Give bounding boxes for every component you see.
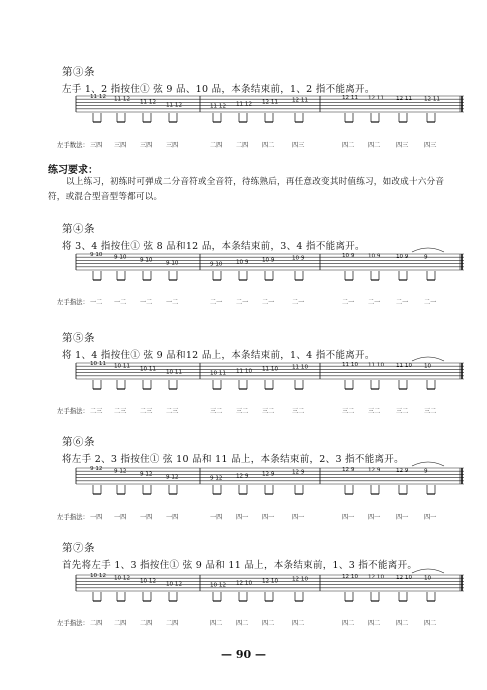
finger-item: 三四 — [140, 142, 153, 149]
finger-item: 二四 — [236, 142, 249, 149]
page-number: — 90 — — [221, 648, 266, 661]
finger-item: 二一 — [210, 299, 223, 306]
tab-fret-number: 12 10 — [396, 575, 413, 582]
tab-fret-number: 12 9 — [262, 471, 275, 478]
finger-item: 一四 — [140, 514, 153, 521]
finger-item: 四一 — [262, 514, 275, 521]
tab-fret-number: 11 12 — [236, 101, 253, 108]
exercise-6-finger-label: 左手指法： — [57, 513, 89, 521]
exercise-4-title: 第④条 — [62, 223, 95, 235]
finger-item: 四三 — [292, 142, 305, 149]
tab-fret-number: 10 9 — [396, 254, 409, 261]
finger-item: 三二 — [424, 408, 437, 415]
finger-item: 三二 — [210, 408, 223, 415]
finger-item: 三二 — [236, 408, 249, 415]
tie-arc — [412, 248, 444, 252]
tab-fret-number: 10 9 — [292, 255, 305, 262]
exercise-4-tablature — [76, 252, 464, 286]
tie-arc — [412, 462, 444, 466]
finger-item: 四一 — [368, 514, 381, 521]
tab-fret-number: 10 — [424, 363, 432, 370]
exercise-6-tablature — [76, 466, 464, 500]
finger-item: 四三 — [424, 142, 437, 149]
tab-fret-number: 9 12 — [210, 475, 223, 482]
finger-item: 一二 — [166, 299, 179, 306]
exercise-7-finger-label: 左手指法： — [57, 619, 89, 627]
tab-fret-number: 11 10 — [292, 364, 309, 371]
finger-item: 四二 — [368, 142, 381, 149]
tab-fret-number: 12 11 — [396, 96, 413, 103]
finger-item: 四二 — [210, 620, 223, 627]
tab-fret-number: 10 11 — [140, 366, 157, 373]
exercise-4-description: 将 3、4 指按住① 弦 8 品和12 品，本条结束前，3、4 指不能离开。 — [62, 241, 365, 252]
tab-fret-number: 10 12 — [114, 575, 131, 582]
finger-item: 四二 — [262, 620, 275, 627]
exercise-6-description: 将左手 2、3 指按住① 弦 10 品和 11 品上，本条结束前，2、3 指不能离开。 — [62, 454, 404, 465]
tab-fret-number: 12 11 — [368, 95, 385, 102]
exercise-7-tablature — [76, 573, 464, 607]
finger-item: 三二 — [342, 408, 355, 415]
tab-fret-number: 12 9 — [396, 468, 409, 475]
finger-item: 四二 — [368, 620, 381, 627]
tab-fret-number: 12 11 — [342, 94, 359, 101]
finger-item: 二一 — [368, 299, 381, 306]
tab-fret-number: 10 — [424, 575, 432, 582]
finger-item: 四二 — [342, 620, 355, 627]
exercise-6-title: 第⑥条 — [62, 436, 95, 448]
tab-fret-number: 10 12 — [140, 578, 157, 585]
exercise-3-tablature — [76, 94, 464, 128]
tab-fret-number: 12 11 — [262, 99, 279, 106]
finger-item: 四二 — [292, 620, 305, 627]
finger-item: 二三 — [90, 408, 103, 415]
finger-item: 四二 — [424, 620, 437, 627]
tab-fret-number: 12 9 — [342, 466, 355, 473]
tab-fret-number: 9 12 — [114, 468, 127, 475]
exercise-5-tablature — [76, 361, 464, 395]
tab-fret-number: 10 11 — [210, 370, 227, 377]
finger-item: 二四 — [166, 620, 179, 627]
tab-fret-number: 10 9 — [342, 252, 355, 259]
finger-item: 四二 — [236, 620, 249, 627]
finger-item: 四一 — [396, 514, 409, 521]
exercise-7-title: 第⑦条 — [62, 542, 95, 554]
tab-fret-number: 9 12 — [140, 471, 153, 478]
tab-fret-number: 9 12 — [166, 474, 179, 481]
exercise-5-finger-label: 左手指法： — [57, 407, 89, 415]
tab-fret-number: 12 10 — [292, 576, 309, 583]
finger-item: 三二 — [368, 408, 381, 415]
finger-item: 四一 — [342, 514, 355, 521]
tab-fret-number: 12 10 — [342, 573, 359, 580]
tab-fret-number: 11 10 — [342, 361, 359, 368]
finger-item: 四一 — [236, 514, 249, 521]
finger-item: 四一 — [424, 514, 437, 521]
tab-fret-number: 10 9 — [262, 257, 275, 264]
finger-item: 一二 — [140, 299, 153, 306]
tab-fret-number: 9 10 — [210, 261, 223, 268]
finger-item: 二四 — [210, 142, 223, 149]
finger-item: 二三 — [114, 408, 127, 415]
tab-fret-number: 11 12 — [210, 103, 227, 110]
tab-fret-number: 11 10 — [368, 362, 385, 369]
tab-fret-number: 12 10 — [262, 578, 279, 585]
tab-fret-number: 9 — [424, 468, 428, 475]
finger-item: 四三 — [396, 142, 409, 149]
tab-fret-number: 12 9 — [292, 469, 305, 476]
finger-item: 二三 — [166, 408, 179, 415]
tab-fret-number: 12 11 — [424, 96, 441, 103]
tab-fret-number: 12 9 — [236, 473, 249, 480]
tab-fret-number: 9 10 — [114, 254, 127, 261]
finger-item: 三四 — [114, 142, 127, 149]
tab-fret-number: 10 11 — [114, 363, 131, 370]
finger-item: 四一 — [292, 514, 305, 521]
finger-item: 一二 — [90, 299, 103, 306]
tab-fret-number: 9 12 — [90, 465, 103, 472]
tab-fret-number: 11 12 — [140, 99, 157, 106]
finger-item: 一四 — [114, 514, 127, 521]
finger-item: 三四 — [90, 142, 103, 149]
exercise-3-description: 左手 1、2 指按住① 弦 9 品、10 品，本条结束前，1、2 指不能离开。 — [62, 84, 375, 95]
exercise-5-description: 将 1、4 指按住① 弦 9 品和12 品上，本条结束前，1、4 指不能离开。 — [62, 350, 375, 361]
tab-fret-number: 11 10 — [262, 366, 279, 373]
finger-item: 三二 — [396, 408, 409, 415]
tab-fret-number: 12 11 — [292, 97, 309, 104]
finger-item: 一四 — [166, 514, 179, 521]
finger-item: 二四 — [90, 620, 103, 627]
tab-fret-number: 9 — [424, 254, 428, 261]
finger-item: 二三 — [140, 408, 153, 415]
finger-item: 三二 — [262, 408, 275, 415]
finger-item: 二四 — [140, 620, 153, 627]
finger-item: 二一 — [236, 299, 249, 306]
exercise-3-title: 第③条 — [62, 66, 95, 78]
exercise-4-finger-label: 左手指法： — [57, 298, 89, 306]
tab-fret-number: 10 11 — [166, 369, 183, 376]
tab-fret-number: 9 10 — [166, 260, 179, 267]
tab-fret-number: 10 12 — [210, 582, 227, 589]
finger-item: 一二 — [114, 299, 127, 306]
finger-item: 三二 — [292, 408, 305, 415]
finger-item: 四二 — [342, 142, 355, 149]
finger-item: 四二 — [262, 142, 275, 149]
tab-fret-number: 11 10 — [236, 368, 253, 375]
tab-fret-number: 12 10 — [368, 574, 385, 581]
tie-arc — [412, 357, 444, 361]
finger-item: 三四 — [166, 142, 179, 149]
tab-fret-number: 10 9 — [236, 259, 249, 266]
tab-fret-number: 11 12 — [114, 96, 131, 103]
exercise-3-finger-label: 左手数法： — [57, 141, 89, 149]
tab-fret-number: 10 11 — [90, 360, 107, 367]
finger-item: 四二 — [396, 620, 409, 627]
tab-fret-number: 12 9 — [368, 467, 381, 474]
tab-fret-number: 9 10 — [140, 257, 153, 264]
finger-item: 二一 — [342, 299, 355, 306]
tab-fret-number: 10 12 — [166, 581, 183, 588]
finger-item: 二一 — [424, 299, 437, 306]
finger-item: 一四 — [90, 514, 103, 521]
tab-fret-number: 11 12 — [90, 93, 107, 100]
tab-fret-number: 9 10 — [90, 251, 103, 258]
exercise-5-title: 第⑤条 — [62, 332, 95, 344]
practice-text: 以上练习，初练时可弹成二分音符或全音符，待练熟后，再任意改变其时值练习，如改成十六分音符，或混合型音型等都可以。 — [48, 177, 445, 202]
tab-fret-number: 11 10 — [396, 363, 413, 370]
finger-item: 二四 — [114, 620, 127, 627]
tab-fret-number: 12 10 — [236, 580, 253, 587]
finger-item: 二一 — [262, 299, 275, 306]
tab-fret-number: 10 9 — [368, 253, 381, 260]
exercise-7-description: 首先将左手 1、3 指按住① 弦 9 品和 11 品上，本条结束前，1、3 指不能离开。 — [62, 560, 418, 571]
practice-heading: 练习要求： — [48, 165, 98, 176]
finger-item: 二一 — [292, 299, 305, 306]
tab-fret-number: 11 12 — [166, 102, 183, 109]
tab-fret-number: 10 12 — [90, 572, 107, 579]
finger-item: 一四 — [210, 514, 223, 521]
finger-item: 二一 — [396, 299, 409, 306]
